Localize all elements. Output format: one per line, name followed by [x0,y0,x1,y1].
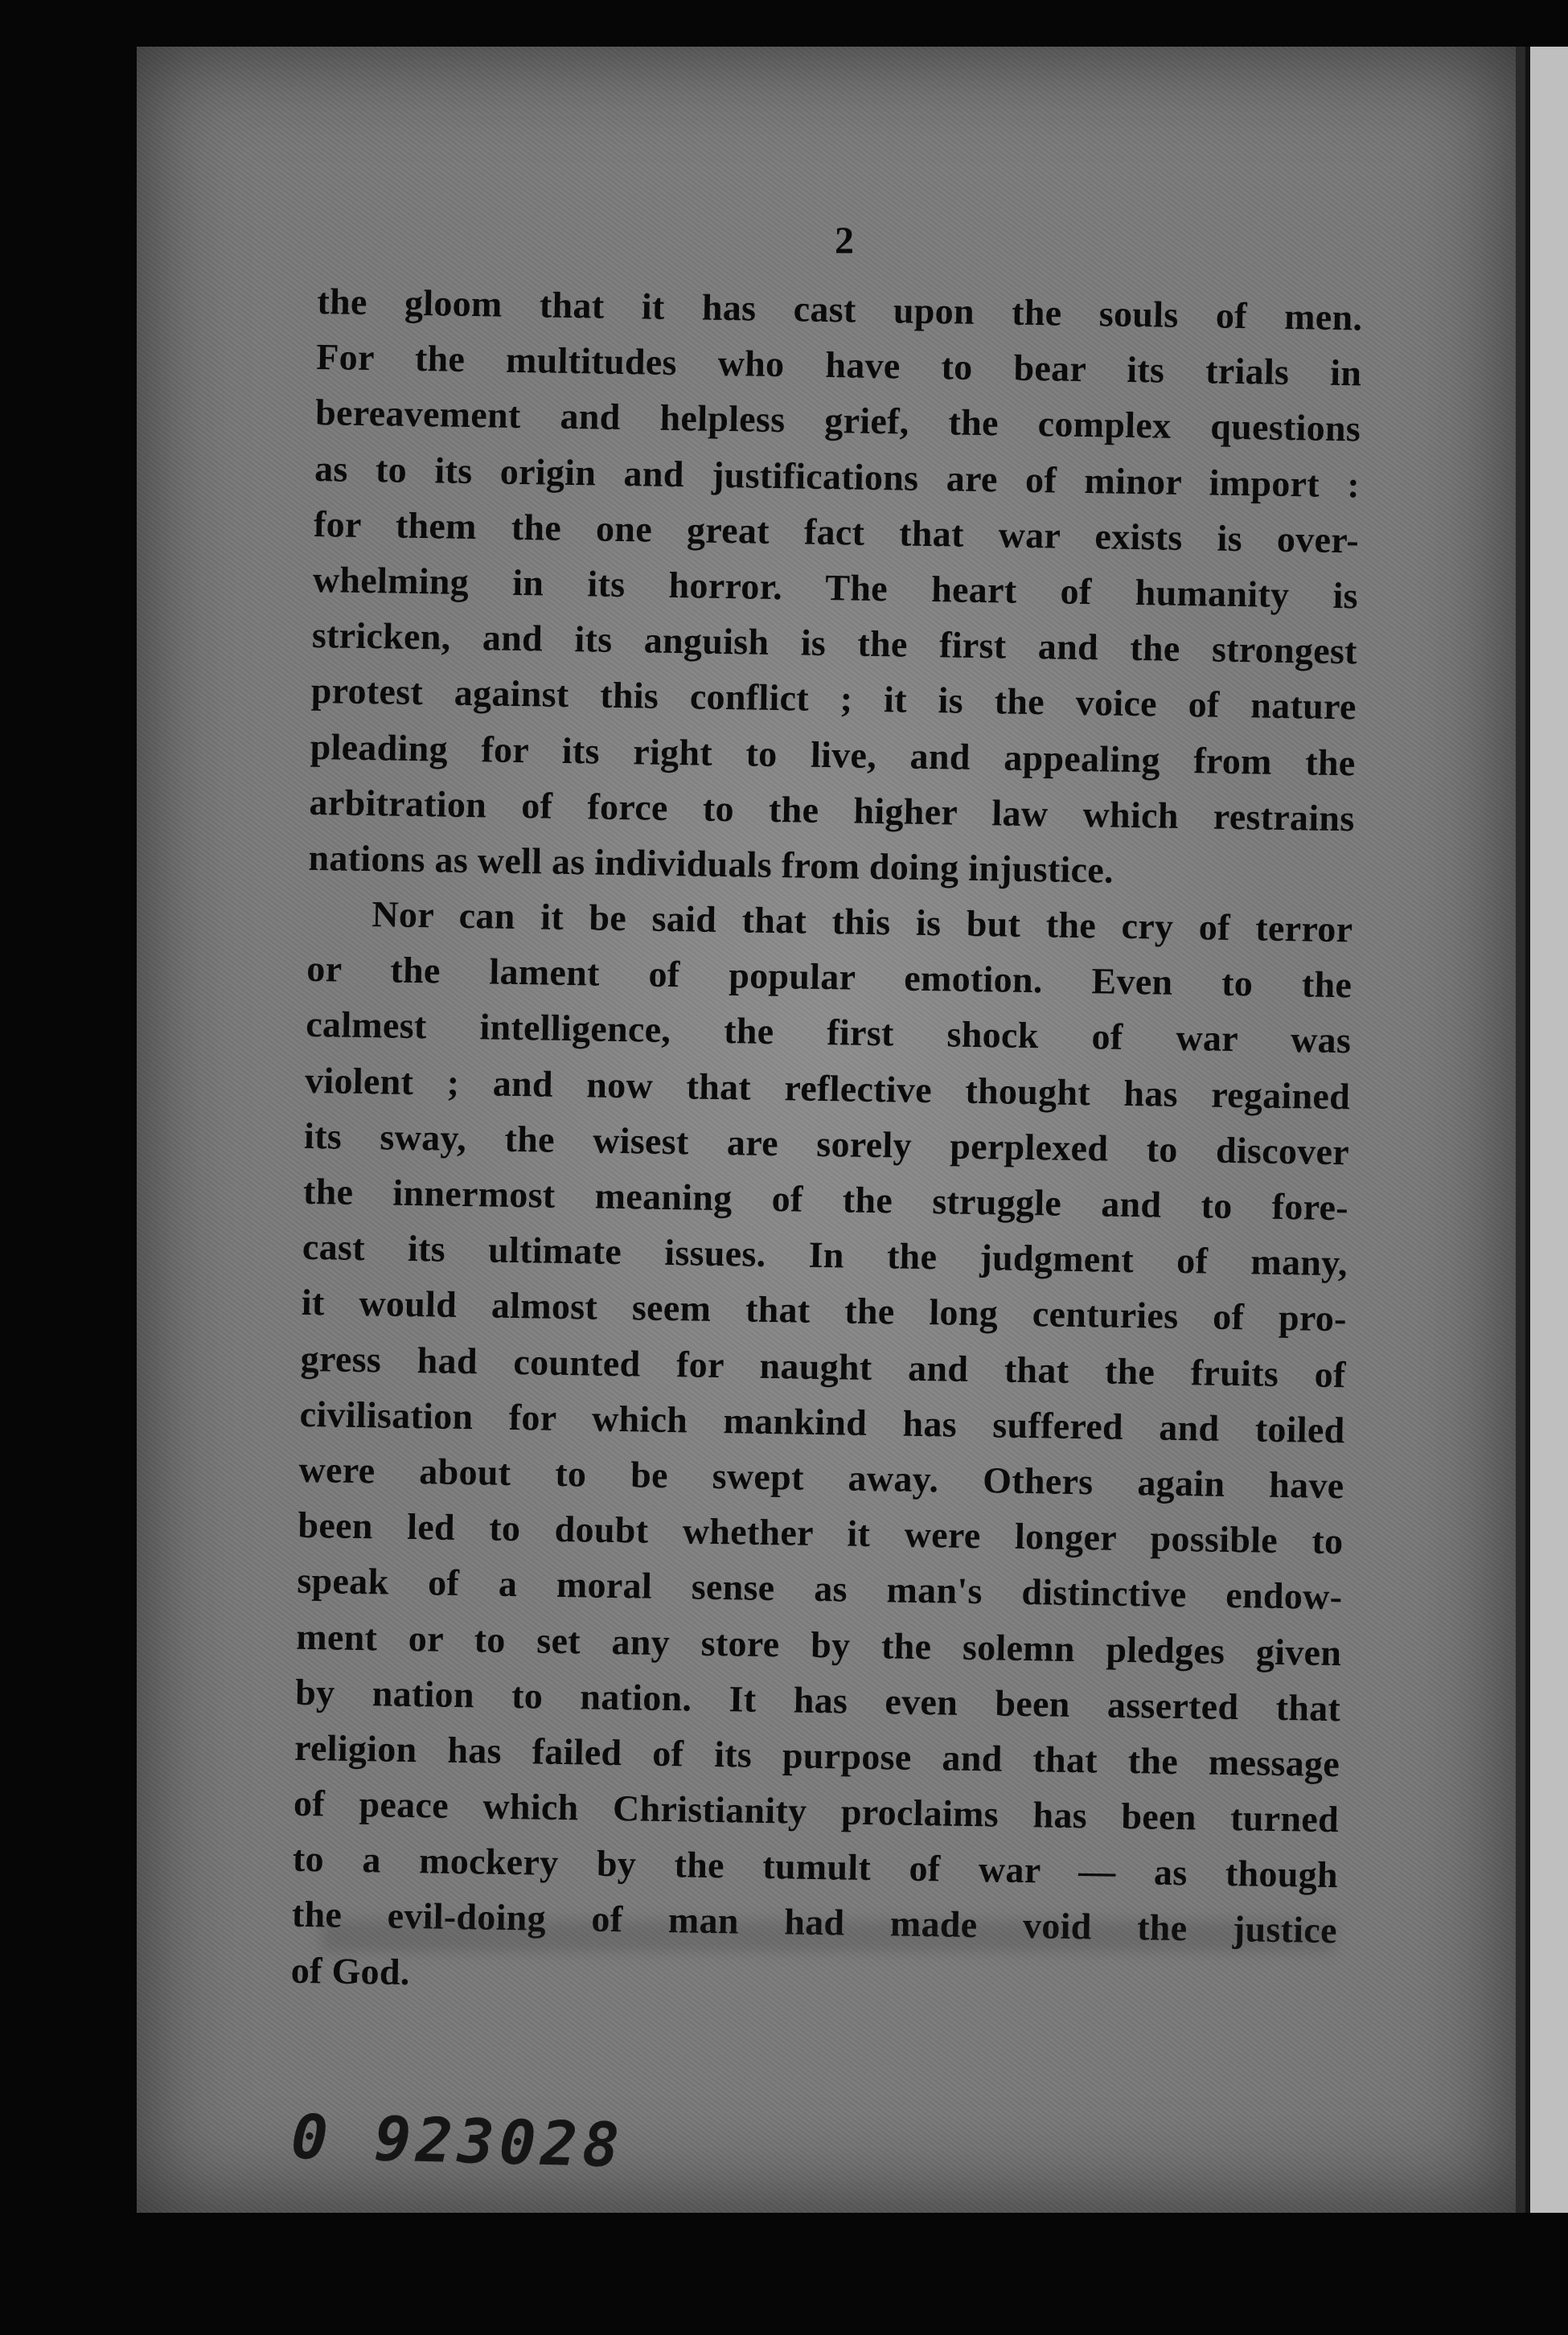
text-line: the evil-doing of man had made void the justice [291,1894,1338,1951]
text-line: to a mockery by the tumult of war — as though [292,1838,1339,1896]
text-line: its sway, the wisest are sorely perplexed to discover [303,1114,1350,1173]
text-line: religion has failed of its purpose and that the message [293,1726,1340,1785]
paragraph-2 [290,885,1353,2014]
text-line: of God. [290,1949,411,1992]
text-line: been led to doubt whether it were longer possible to [298,1504,1344,1562]
text-line: for them the one great fact that war exists is over- [313,503,1360,561]
text-line: were about to be swept away. Others again have [298,1448,1344,1507]
text-line: ment or to set any store by the solemn pledges given [295,1615,1342,1673]
text-line: For the multitudes who have to bear its trials in [315,336,1362,394]
text-line: the gloom that it has cast upon the souls of men. [317,280,1363,339]
text-line: protest against this conflict ; it is the voice of nature [310,670,1357,728]
page-number: 2 [835,220,854,262]
text-line: violent ; and now that reflective thought has regained [304,1059,1351,1117]
text-line: Nor can it be said that this is but the cry of terror [371,893,1353,950]
page-edge [1516,47,1525,2213]
text-line: or the lament of popular emotion. Even to the [306,948,1353,1006]
text-line: the innermost meaning of the struggle and to fore- [302,1170,1349,1229]
text-line: speak of a moral sense as man's distinctive endow- [297,1560,1343,1618]
text-line: as to its origin and justifications are of minor import : [314,447,1361,505]
body-text [290,273,1363,2014]
text-line: whelming in its horror. The heart of humanity is [312,558,1359,617]
text-line: nations as well as individuals from doing injustice. [308,836,1114,891]
text-line: cast its ultimate issues. In the judgment of many, [302,1226,1348,1284]
text-line: it would almost seem that the long centuries of pro- [301,1282,1348,1340]
text-line: stricken, and its anguish is the first and the strongest [311,614,1358,672]
catalog-number-stamp: 0 923028 [289,2100,626,2181]
text-line: bereavement and helpless grief, the complex questions [314,392,1361,449]
text-line: calmest intelligence, the first shock of war was [305,1003,1352,1061]
text-line: pleading for its right to live, and appealing from the [310,725,1357,783]
adjacent-page-strip [1525,47,1568,2213]
paragraph-1 [308,273,1363,901]
text-line: arbitration of force to the higher law which restrains [309,781,1355,839]
text-line: by nation to nation. It has even been asserted that [294,1671,1341,1729]
text-line: civilisation for which mankind has suffered and toiled [299,1393,1345,1451]
bleed-through-smudge [322,1920,1335,1952]
text-line: of peace which Christianity proclaims has been turned [293,1782,1340,1841]
text-line: gress had counted for naught and that the fruits of [300,1337,1347,1395]
